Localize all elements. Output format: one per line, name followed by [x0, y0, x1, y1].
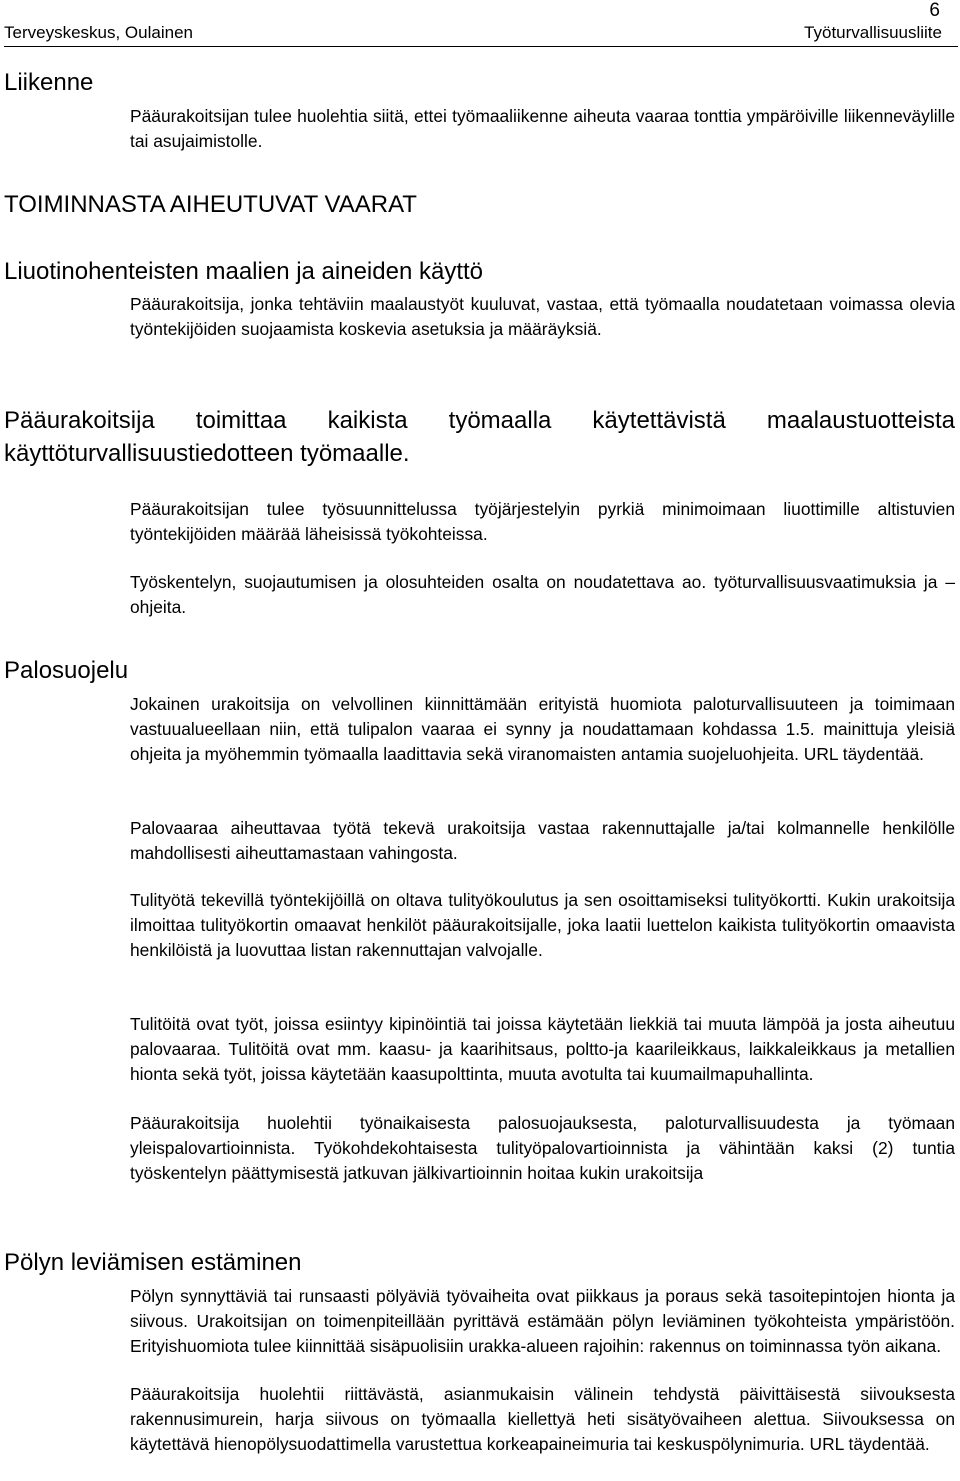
liikenne-paragraph: Pääurakoitsijan tulee huolehtia siitä, ettei työmaaliikenne aiheuta vaaraa tonttia ympäröiville liikenneväylille tai asujaimistolle. — [130, 106, 955, 151]
palosuojelu-paragraph-2: Palovaaraa aiheuttavaa työtä tekevä urakoitsija vastaa rakennuttajalle ja/tai kolmannelle henkilölle mahdollisesti aiheuttamastaan vahingosta. — [130, 818, 955, 863]
palosuojelu-paragraph-1: Jokainen urakoitsija on velvollinen kiinnittämään erityistä huomiota paloturvallisuuteen ja toimimaan vastuualueellaan niin, että tulipalon vaaraa ei synny ja noudattamaan kohdassa 1.5. mainittuja yleisiä ohjeita ja myöhemmin työmaalla laadittavia sekä viranomaisten antamia suojeluohjeita. URL täydentää. — [130, 694, 955, 764]
polyn-paragraph-1: Pölyn synnyttäviä tai runsaasti pölyäviä työvaiheita ovat piikkaus ja poraus sekä tasoitepintojen hionta ja siivous. Urakoitsijan on toimenpiteillään pyrittävä estämään pölyn leviäminen työkohteista ympäristöön. Erityishuomiota tulee kiinnittää sisäpuolisiin urakka-alueen rajoihin: rakennus on toiminnassa työn aikana. — [130, 1286, 955, 1356]
header-organization: Terveyskeskus, Oulainen — [4, 23, 193, 42]
liuotin-paragraph-1: Pääurakoitsija, jonka tehtäviin maalaustyöt kuuluvat, vastaa, että työmaalla noudatetaan voimassa olevia työntekijöiden suojaamista koskevia asetuksia ja määräyksiä. — [130, 294, 955, 339]
liuotin-paragraph-wide: Pääurakoitsija toimittaa kaikista työmaalla käytettävistä maalaustuotteista käyttöturvallisuustiedotteen työmaalle. — [4, 407, 955, 467]
header-document-title: Työturvallisuusliite — [804, 23, 942, 42]
palosuojelu-paragraph-4: Tulitöitä ovat työt, joissa esiintyy kipinöintiä tai joissa käytetään liekkiä tai muuta lämpöä ja josta aiheutuu palovaaraa. Tulitöitä ovat mm. kaasu- ja kaarihitsaus, poltto-ja kaarileikkaus, laikkaleikkaus ja metallien hionta sekä työt, joissa käytetään kaasupolttinta, muuta avotulta tai kuumailmapuhallinta. — [130, 1014, 955, 1084]
palosuojelu-paragraph-3: Tulityötä tekevillä työntekijöillä on oltava tulityökoulutus ja sen osoittamiseksi tulityökortti. Kukin urakoitsija ilmoittaa tulityökortin omaavat henkilöt pääurakoitsijalle, joka laatii luettelon kaikista tulityökortin omaavista henkilöistä ja luovuttaa listan rakennuttajan valvojalle. — [130, 890, 955, 960]
heading-palosuojelu: Palosuojelu — [4, 657, 129, 684]
palosuojelu-paragraph-5: Pääurakoitsija huolehtii työnaikaisesta palosuojauksesta, paloturvallisuudesta ja työmaan yleispalovartioinnista. Työkohdekohtaisesta tulityöpalovartioinnista ja vähintään kaksi (2) tuntia työskentelyn päättymisestä jatkuvan jälkivartioinnin hoitaa kukin urakoitsija — [130, 1113, 955, 1183]
heading-liuotin: Liuotinohenteisten maalien ja aineiden käyttö — [4, 258, 484, 285]
heading-toiminnasta: TOIMINNASTA AIHEUTUVAT VAARAT — [4, 191, 417, 218]
header-divider — [4, 46, 958, 47]
liuotin-paragraph-3: Työskentelyn, suojautumisen ja olosuhteiden osalta on noudatettava ao. työturvallisuusvaatimuksia ja –ohjeita. — [130, 572, 955, 617]
heading-polyn: Pölyn leviämisen estäminen — [4, 1249, 302, 1276]
page-number: 6 — [929, 0, 940, 21]
liuotin-paragraph-2: Pääurakoitsijan tulee työsuunnittelussa työjärjestelyin pyrkiä minimoimaan liuottimille altistuvien työntekijöiden määrää läheisissä työkohteissa. — [130, 499, 955, 544]
heading-liikenne: Liikenne — [4, 69, 94, 96]
polyn-paragraph-2: Pääurakoitsija huolehtii riittävästä, asianmukaisin välinein tehdystä päivittäisestä siivouksesta rakennusimurein, harja siivous on työmaalla kiellettyä heti sisätyövaiheen alettua. Siivouksessa on käytettävä hienopölysuodattimella varustettua korkeapaineimuria tai keskuspölynimuria. URL täydentää. — [130, 1384, 955, 1454]
